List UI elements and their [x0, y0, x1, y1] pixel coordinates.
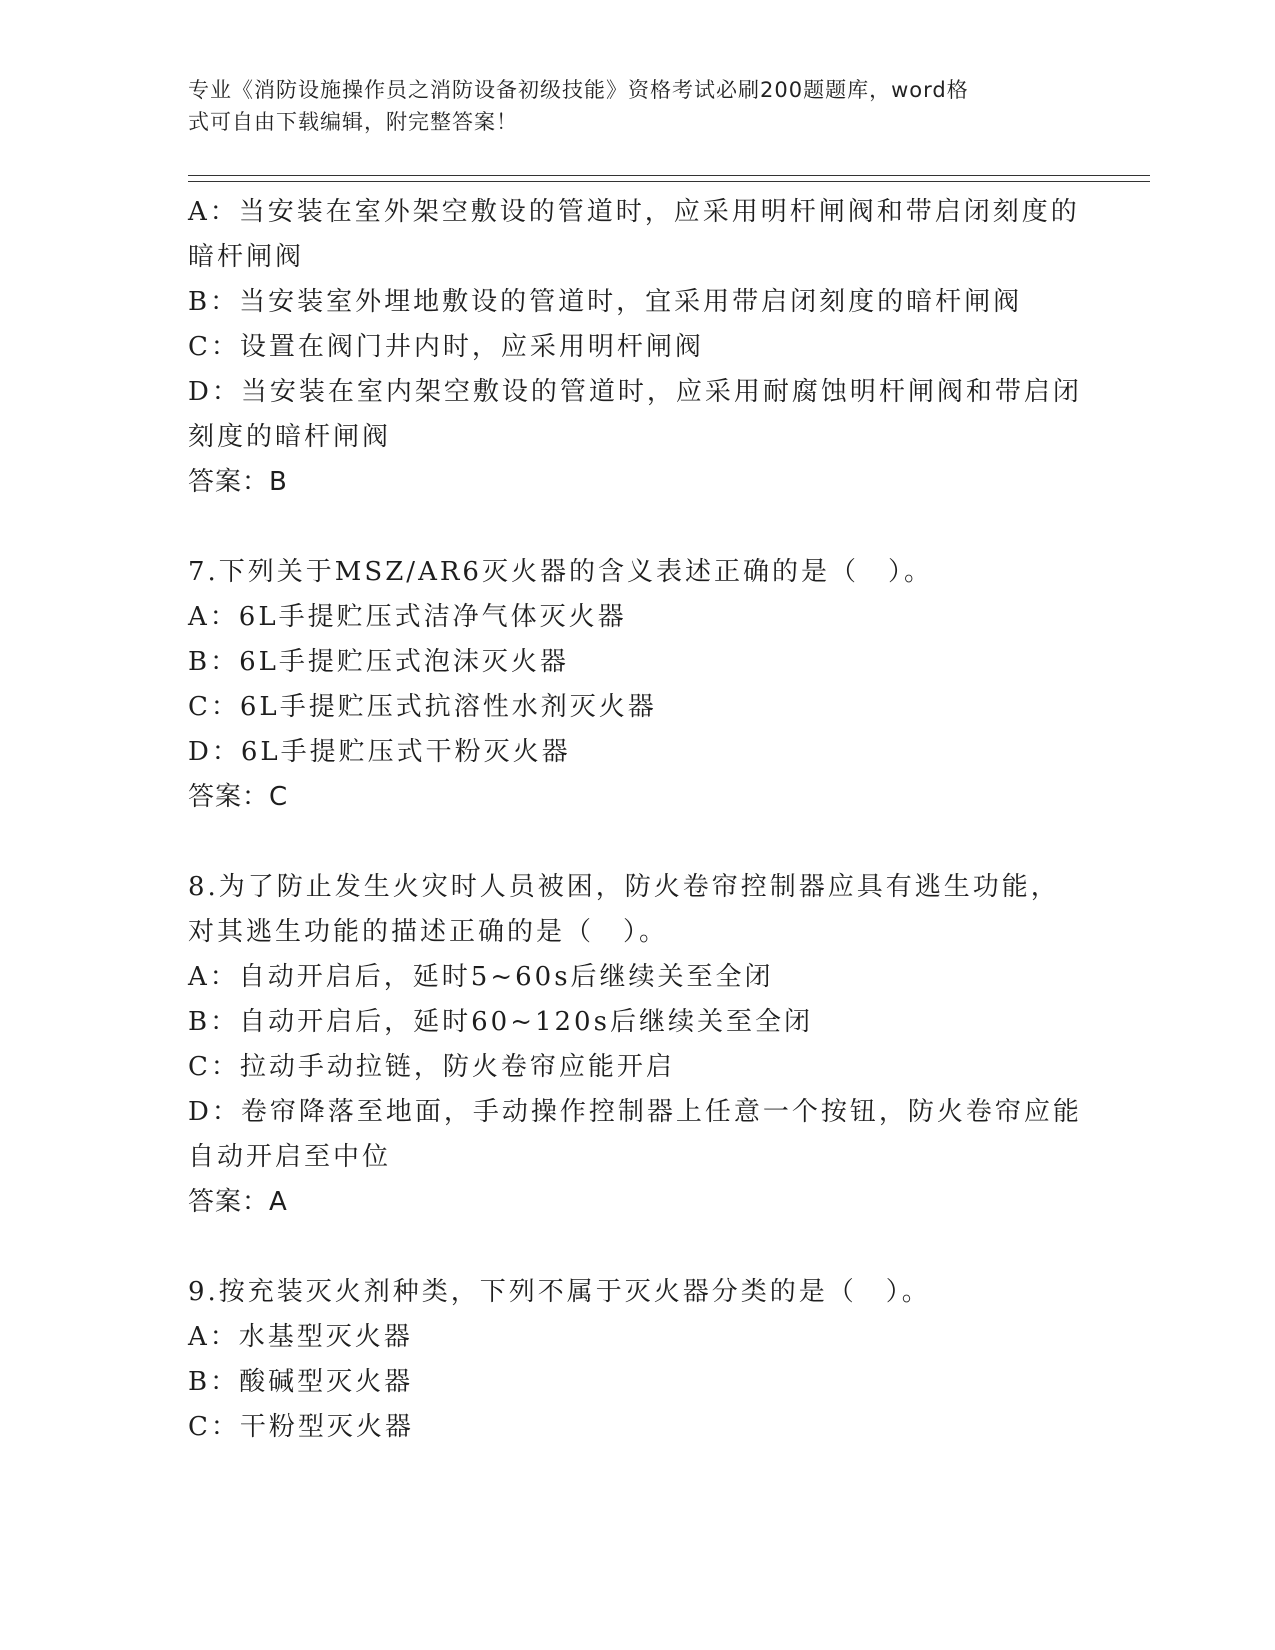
- q8-answer: 答案：A: [188, 1187, 288, 1217]
- q6-option-d-line-1: D：当安装在室内架空敷设的管道时，应采用耐腐蚀明杆闸阀和带启闭: [188, 377, 1082, 407]
- spacer: [188, 505, 1088, 550]
- q7-option-d: D：6L手提贮压式干粉灭火器: [188, 737, 571, 767]
- q8-option-b: B：自动开启后，延时60~120s后继续关至全闭: [188, 1007, 813, 1037]
- header-divider-bottom: [188, 181, 1150, 182]
- q7-answer: 答案：C: [188, 782, 289, 812]
- q9-question: 9.按充装灭火剂种类，下列不属于灭火器分类的是（ ）。: [188, 1277, 931, 1307]
- question-9: [188, 1270, 1088, 1450]
- q9-option-c: C：干粉型灭火器: [188, 1412, 414, 1442]
- question-6: [188, 190, 1088, 505]
- spacer: [188, 820, 1088, 865]
- question-7: [188, 550, 1088, 820]
- q8-option-d-line-1: D：卷帘降落至地面，手动操作控制器上任意一个按钮，防火卷帘应能: [188, 1097, 1082, 1127]
- q8-question-line-2: 对其逃生功能的描述正确的是（ ）。: [188, 917, 669, 947]
- q6-option-c: C：设置在阀门井内时，应采用明杆闸阀: [188, 332, 704, 362]
- header-line-2: 式可自由下载编辑，附完整答案！: [188, 110, 518, 134]
- q8-question-line-1: 8.为了防止发生火灾时人员被困，防火卷帘控制器应具有逃生功能，: [188, 872, 1060, 902]
- q6-answer: 答案：B: [188, 467, 288, 497]
- q9-option-a: A：水基型灭火器: [188, 1322, 413, 1352]
- q6-option-a-line-2: 暗杆闸阀: [188, 242, 305, 272]
- q8-option-d-line-2: 自动开启至中位: [188, 1142, 392, 1172]
- header-line-1: 专业《消防设施操作员之消防设备初级技能》资格考试必刷200题题库，word格: [188, 78, 969, 102]
- document-header: [188, 74, 1068, 138]
- q7-option-c: C：6L手提贮压式抗溶性水剂灭火器: [188, 692, 657, 722]
- q7-option-a: A：6L手提贮压式洁净气体灭火器: [188, 602, 627, 632]
- q7-question: 7.下列关于MSZ/AR6灭火器的含义表述正确的是（ ）。: [188, 557, 933, 587]
- header-divider-top: [188, 175, 1150, 176]
- q6-option-d-line-2: 刻度的暗杆闸阀: [188, 422, 392, 452]
- q8-option-c: C：拉动手动拉链，防火卷帘应能开启: [188, 1052, 675, 1082]
- question-list: [188, 190, 1088, 1450]
- spacer: [188, 1225, 1088, 1270]
- q6-option-a-line-1: A：当安装在室外架空敷设的管道时，应采用明杆闸阀和带启闭刻度的: [188, 197, 1080, 227]
- question-8: [188, 865, 1088, 1225]
- q6-option-b: B：当安装室外埋地敷设的管道时，宜采用带启闭刻度的暗杆闸阀: [188, 287, 1023, 317]
- q7-option-b: B：6L手提贮压式泡沫灭火器: [188, 647, 569, 677]
- q8-option-a: A：自动开启后，延时5~60s后继续关至全闭: [188, 962, 774, 992]
- q9-option-b: B：酸碱型灭火器: [188, 1367, 414, 1397]
